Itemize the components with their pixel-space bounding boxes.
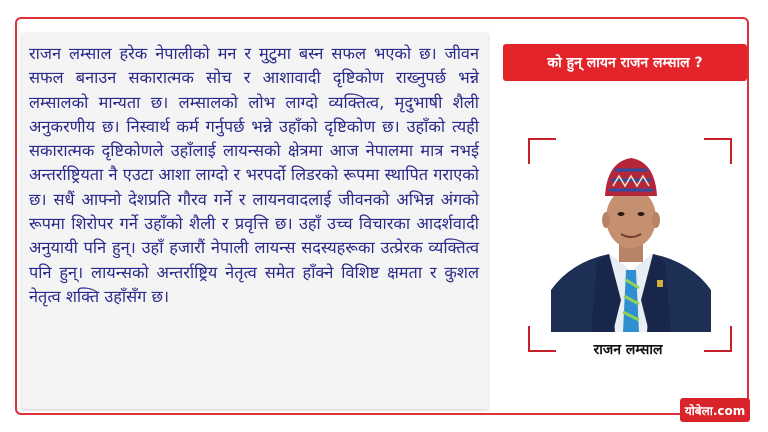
site-logo[interactable]: योबेला.com (680, 398, 750, 422)
portrait-photo (551, 150, 711, 332)
profile-heading: को हुन् लायन राजन लम्साल ? (503, 44, 747, 81)
article-body: राजन लम्साल हरेक नेपालीको मन र मुटुमा बस्न सफल भएको छ। जीवन सफल बनाउन सकारात्मक सोच र आशावादी दृष्टिकोण राख्नुपर्छ भन्ने लम्सालको मान्यता छ। लम्सालको लोभ लाग्दो व्यक्तित्व, मृदुभाषी शैली अनुकरणीय छ। निस्वार्थ कर्म गर्नुपर्छ भन्ने उहाँको दृष्टिकोण छ। उहाँको त्यही सकारात्मक दृष्टिकोणले उहाँलाई लायन्सको क्षेत्रमा आज नेपालमा मात्र नभई अन्तर्राष्ट्रियता नै एउटा आशा लाग्दो र भरपर्दो लिडरको रूपमा स्थापित गराएको छ। सधैं आफ्नो देशप्रति गौरव गर्ने र लायनवादलाई जीवनको अभिन्न अंगको रूपमा शिरोपर गर्ने उहाँको शैली र प्रवृत्ति छ। उहाँ उच्च विचारका आदर्शवादी अनुयायी पनि हुन्। उहाँ हजारौं नेपाली लायन्स सदस्यहरूका उत्प्रेरक व्यक्तित्व पनि हुन्। लायन्सको अन्तर्राष्ट्रिय नेतृत्व समेत हाँक्ने विशिष्ट क्षमता र कुशल नेतृत्व शक्ति उहाँसँग छ। (29, 44, 479, 306)
profile-name: राजन लम्साल (568, 337, 688, 361)
